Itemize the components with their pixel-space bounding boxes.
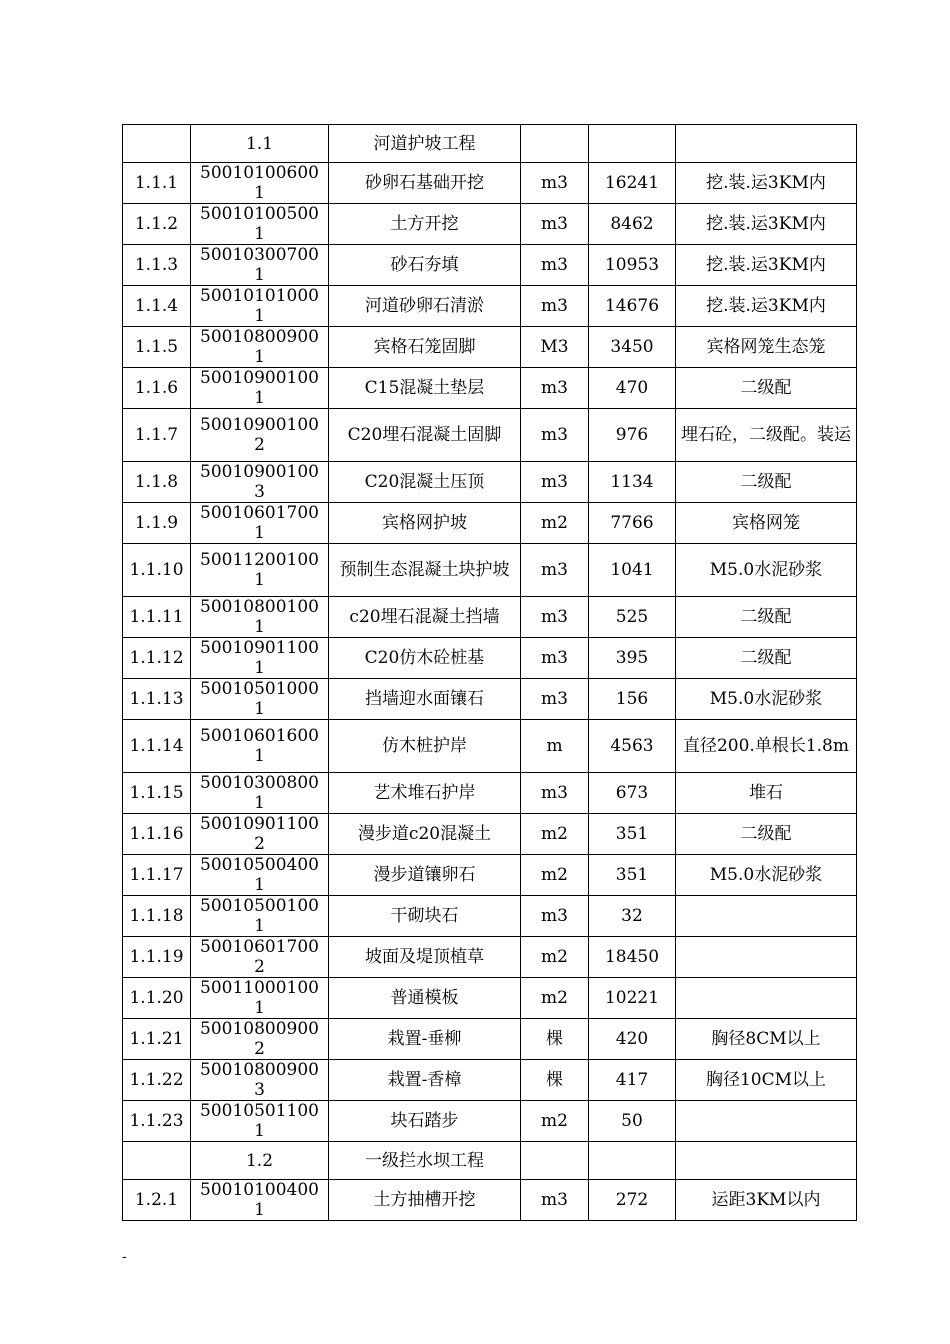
table-row bbox=[123, 125, 857, 163]
item-number-cell: 1.1.4 bbox=[123, 286, 191, 327]
table-row bbox=[123, 814, 857, 855]
item-code-cell: 500101010001 bbox=[191, 286, 329, 327]
remark-cell: 堆石 bbox=[676, 773, 857, 814]
item-name-cell: 漫步道镶卵石 bbox=[329, 855, 521, 896]
item-code-cell: 500101005001 bbox=[191, 204, 329, 245]
unit-cell: m3 bbox=[521, 544, 589, 597]
remark-cell: 运距3KM以内 bbox=[676, 1180, 857, 1221]
remark-cell: M5.0水泥砂浆 bbox=[676, 544, 857, 597]
unit-cell: m2 bbox=[521, 1101, 589, 1142]
unit-cell: m3 bbox=[521, 163, 589, 204]
item-number-cell: 1.1.11 bbox=[123, 597, 191, 638]
item-code-cell: 500108009002 bbox=[191, 1019, 329, 1060]
item-number-cell: 1.1.14 bbox=[123, 720, 191, 773]
unit-cell bbox=[521, 1142, 589, 1180]
remark-cell bbox=[676, 1142, 857, 1180]
table-row bbox=[123, 978, 857, 1019]
item-name-cell: 漫步道c20混凝土 bbox=[329, 814, 521, 855]
item-code-cell: 500109011001 bbox=[191, 638, 329, 679]
item-name-cell: 土方抽槽开挖 bbox=[329, 1180, 521, 1221]
item-code-cell: 500105011001 bbox=[191, 1101, 329, 1142]
item-code-cell: 500103008001 bbox=[191, 773, 329, 814]
item-code-cell: 500101006001 bbox=[191, 163, 329, 204]
quantity-cell: 976 bbox=[589, 409, 676, 462]
remark-cell: M5.0水泥砂浆 bbox=[676, 679, 857, 720]
table-row bbox=[123, 368, 857, 409]
remark-cell: 胸径8CM以上 bbox=[676, 1019, 857, 1060]
item-number-cell bbox=[123, 1142, 191, 1180]
unit-cell: m3 bbox=[521, 679, 589, 720]
unit-cell: m3 bbox=[521, 204, 589, 245]
table-row bbox=[123, 286, 857, 327]
item-number-cell: 1.1.6 bbox=[123, 368, 191, 409]
item-code-cell: 500109001002 bbox=[191, 409, 329, 462]
item-number-cell: 1.1.18 bbox=[123, 896, 191, 937]
unit-cell: M3 bbox=[521, 327, 589, 368]
item-name-cell: 河道护坡工程 bbox=[329, 125, 521, 163]
item-number-cell: 1.1.22 bbox=[123, 1060, 191, 1101]
footer-mark: - bbox=[122, 1249, 127, 1265]
quantity-cell: 8462 bbox=[589, 204, 676, 245]
item-code-cell: 500105010001 bbox=[191, 679, 329, 720]
table-row bbox=[123, 896, 857, 937]
quantity-cell: 351 bbox=[589, 855, 676, 896]
item-number-cell: 1.1.5 bbox=[123, 327, 191, 368]
item-code-cell: 500108009001 bbox=[191, 327, 329, 368]
quantity-cell: 470 bbox=[589, 368, 676, 409]
item-number-cell: 1.1.21 bbox=[123, 1019, 191, 1060]
unit-cell: m2 bbox=[521, 855, 589, 896]
quantity-cell: 10953 bbox=[589, 245, 676, 286]
remark-cell: 直径200.单根长1.8m bbox=[676, 720, 857, 773]
unit-cell: m3 bbox=[521, 896, 589, 937]
quantity-cell: 3450 bbox=[589, 327, 676, 368]
table-row bbox=[123, 503, 857, 544]
item-number-cell: 1.1.23 bbox=[123, 1101, 191, 1142]
table-row bbox=[123, 462, 857, 503]
item-code-cell: 500108001001 bbox=[191, 597, 329, 638]
remark-cell: 宾格网笼生态笼 bbox=[676, 327, 857, 368]
remark-cell: 宾格网笼 bbox=[676, 503, 857, 544]
item-name-cell: 河道砂卵石清淤 bbox=[329, 286, 521, 327]
item-name-cell: 块石踏步 bbox=[329, 1101, 521, 1142]
remark-cell: 埋石砼，二级配。装运 bbox=[676, 409, 857, 462]
item-name-cell: 预制生态混凝土块护坡 bbox=[329, 544, 521, 597]
unit-cell: m2 bbox=[521, 814, 589, 855]
item-number-cell: 1.1.2 bbox=[123, 204, 191, 245]
unit-cell: m2 bbox=[521, 937, 589, 978]
table-row bbox=[123, 855, 857, 896]
item-name-cell: 艺术堆石护岸 bbox=[329, 773, 521, 814]
quantity-cell: 420 bbox=[589, 1019, 676, 1060]
remark-cell: 挖.装.运3KM内 bbox=[676, 163, 857, 204]
table-row bbox=[123, 163, 857, 204]
unit-cell: m3 bbox=[521, 462, 589, 503]
quantity-cell: 32 bbox=[589, 896, 676, 937]
item-number-cell: 1.2.1 bbox=[123, 1180, 191, 1221]
item-name-cell: C20仿木砼桩基 bbox=[329, 638, 521, 679]
remark-cell bbox=[676, 1101, 857, 1142]
item-number-cell: 1.1.20 bbox=[123, 978, 191, 1019]
remark-cell bbox=[676, 125, 857, 163]
item-number-cell: 1.1.8 bbox=[123, 462, 191, 503]
quantity-cell: 417 bbox=[589, 1060, 676, 1101]
table-row bbox=[123, 1142, 857, 1180]
unit-cell: m3 bbox=[521, 409, 589, 462]
item-name-cell: 土方开挖 bbox=[329, 204, 521, 245]
unit-cell: m3 bbox=[521, 773, 589, 814]
remark-cell: M5.0水泥砂浆 bbox=[676, 855, 857, 896]
quantity-cell: 10221 bbox=[589, 978, 676, 1019]
table-row bbox=[123, 544, 857, 597]
item-name-cell: C15混凝土垫层 bbox=[329, 368, 521, 409]
unit-cell: m3 bbox=[521, 245, 589, 286]
unit-cell: m2 bbox=[521, 978, 589, 1019]
quantity-cell: 18450 bbox=[589, 937, 676, 978]
item-code-cell: 500109011002 bbox=[191, 814, 329, 855]
quantity-cell: 16241 bbox=[589, 163, 676, 204]
unit-cell: m3 bbox=[521, 597, 589, 638]
quantity-cell bbox=[589, 125, 676, 163]
item-name-cell: 栽置-香樟 bbox=[329, 1060, 521, 1101]
quantity-cell: 4563 bbox=[589, 720, 676, 773]
remark-cell bbox=[676, 978, 857, 1019]
unit-cell: m bbox=[521, 720, 589, 773]
item-name-cell: c20埋石混凝土挡墙 bbox=[329, 597, 521, 638]
table-row bbox=[123, 204, 857, 245]
item-name-cell: 挡墙迎水面镶石 bbox=[329, 679, 521, 720]
unit-cell bbox=[521, 125, 589, 163]
remark-cell: 二级配 bbox=[676, 462, 857, 503]
quantity-cell: 7766 bbox=[589, 503, 676, 544]
item-name-cell: 砂卵石基础开挖 bbox=[329, 163, 521, 204]
quantity-cell: 50 bbox=[589, 1101, 676, 1142]
unit-cell: m3 bbox=[521, 286, 589, 327]
table-row bbox=[123, 597, 857, 638]
item-name-cell: C20埋石混凝土固脚 bbox=[329, 409, 521, 462]
item-code-cell: 500106017001 bbox=[191, 503, 329, 544]
item-code-cell: 500103007001 bbox=[191, 245, 329, 286]
unit-cell: m3 bbox=[521, 638, 589, 679]
unit-cell: m3 bbox=[521, 368, 589, 409]
table-row bbox=[123, 720, 857, 773]
item-name-cell: 坡面及堤顶植草 bbox=[329, 937, 521, 978]
table-row bbox=[123, 679, 857, 720]
remark-cell: 二级配 bbox=[676, 597, 857, 638]
remark-cell: 挖.装.运3KM内 bbox=[676, 204, 857, 245]
item-name-cell: 宾格网护坡 bbox=[329, 503, 521, 544]
remark-cell: 挖.装.运3KM内 bbox=[676, 286, 857, 327]
item-number-cell: 1.1.12 bbox=[123, 638, 191, 679]
item-code-cell: 1.1 bbox=[191, 125, 329, 163]
item-number-cell: 1.1.1 bbox=[123, 163, 191, 204]
item-number-cell: 1.1.17 bbox=[123, 855, 191, 896]
bill-of-quantities-table bbox=[122, 124, 857, 1221]
item-number-cell: 1.1.16 bbox=[123, 814, 191, 855]
unit-cell: 棵 bbox=[521, 1060, 589, 1101]
table-row bbox=[123, 937, 857, 978]
table-row bbox=[123, 327, 857, 368]
item-name-cell: 砂石夯填 bbox=[329, 245, 521, 286]
item-number-cell: 1.1.3 bbox=[123, 245, 191, 286]
unit-cell: 棵 bbox=[521, 1019, 589, 1060]
item-number-cell: 1.1.9 bbox=[123, 503, 191, 544]
item-number-cell: 1.1.15 bbox=[123, 773, 191, 814]
item-number-cell: 1.1.19 bbox=[123, 937, 191, 978]
item-number-cell: 1.1.10 bbox=[123, 544, 191, 597]
item-name-cell: 普通模板 bbox=[329, 978, 521, 1019]
item-code-cell: 500110001001 bbox=[191, 978, 329, 1019]
quantity-cell bbox=[589, 1142, 676, 1180]
quantity-cell: 673 bbox=[589, 773, 676, 814]
table-row bbox=[123, 638, 857, 679]
remark-cell: 二级配 bbox=[676, 814, 857, 855]
table-row bbox=[123, 1180, 857, 1221]
item-code-cell: 500105004001 bbox=[191, 855, 329, 896]
table-row bbox=[123, 1101, 857, 1142]
item-number-cell bbox=[123, 125, 191, 163]
item-code-cell: 500108009003 bbox=[191, 1060, 329, 1101]
item-name-cell: 仿木桩护岸 bbox=[329, 720, 521, 773]
quantity-cell: 14676 bbox=[589, 286, 676, 327]
item-name-cell: 一级拦水坝工程 bbox=[329, 1142, 521, 1180]
unit-cell: m3 bbox=[521, 1180, 589, 1221]
remark-cell bbox=[676, 896, 857, 937]
remark-cell: 挖.装.运3KM内 bbox=[676, 245, 857, 286]
item-number-cell: 1.1.7 bbox=[123, 409, 191, 462]
item-code-cell: 500106017002 bbox=[191, 937, 329, 978]
item-name-cell: 栽置-垂柳 bbox=[329, 1019, 521, 1060]
item-code-cell: 500112001001 bbox=[191, 544, 329, 597]
item-code-cell: 500109001001 bbox=[191, 368, 329, 409]
quantity-cell: 1041 bbox=[589, 544, 676, 597]
item-code-cell: 500106016001 bbox=[191, 720, 329, 773]
quantity-cell: 395 bbox=[589, 638, 676, 679]
table-body bbox=[123, 125, 857, 1221]
unit-cell: m2 bbox=[521, 503, 589, 544]
quantity-cell: 156 bbox=[589, 679, 676, 720]
remark-cell: 二级配 bbox=[676, 638, 857, 679]
quantity-cell: 272 bbox=[589, 1180, 676, 1221]
remark-cell: 二级配 bbox=[676, 368, 857, 409]
item-number-cell: 1.1.13 bbox=[123, 679, 191, 720]
item-name-cell: C20混凝土压顶 bbox=[329, 462, 521, 503]
item-code-cell: 500105001001 bbox=[191, 896, 329, 937]
quantity-cell: 525 bbox=[589, 597, 676, 638]
item-name-cell: 干砌块石 bbox=[329, 896, 521, 937]
remark-cell bbox=[676, 937, 857, 978]
quantity-cell: 351 bbox=[589, 814, 676, 855]
item-name-cell: 宾格石笼固脚 bbox=[329, 327, 521, 368]
remark-cell: 胸径10CM以上 bbox=[676, 1060, 857, 1101]
item-code-cell: 500109001003 bbox=[191, 462, 329, 503]
item-code-cell: 1.2 bbox=[191, 1142, 329, 1180]
table-row bbox=[123, 245, 857, 286]
quantity-cell: 1134 bbox=[589, 462, 676, 503]
table-row bbox=[123, 1060, 857, 1101]
table-row bbox=[123, 773, 857, 814]
table-row bbox=[123, 1019, 857, 1060]
table-row bbox=[123, 409, 857, 462]
item-code-cell: 500101004001 bbox=[191, 1180, 329, 1221]
